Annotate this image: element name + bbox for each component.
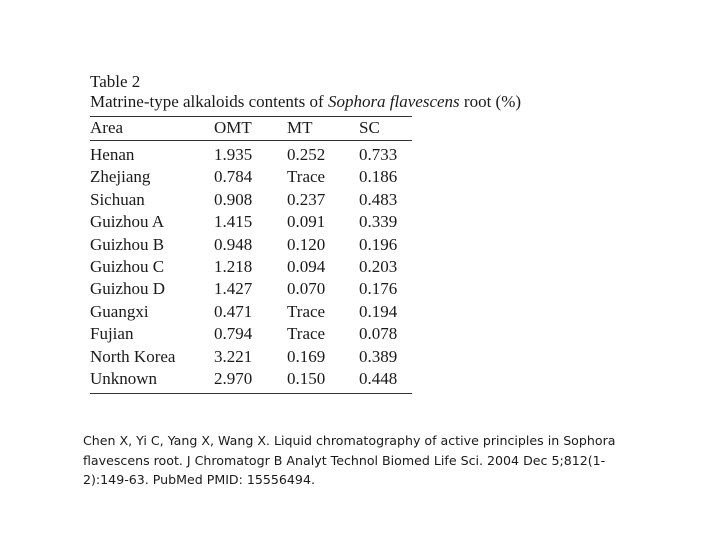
cell-sc: 0.389 — [359, 346, 398, 366]
cell-mt: 0.169 — [287, 346, 326, 366]
cell-area: Guizhou A — [90, 212, 165, 232]
bottom-rule — [90, 393, 412, 394]
cell-area: Fujian — [90, 324, 134, 344]
column-header-omt: OMT — [214, 118, 252, 137]
cell-mt: 0.237 — [287, 189, 326, 209]
table-row — [90, 166, 412, 188]
table-title-suffix: root (%) — [459, 92, 522, 111]
table-row — [90, 211, 412, 233]
cell-sc: 0.733 — [359, 145, 398, 164]
cell-omt: 0.784 — [214, 167, 253, 187]
table-row — [90, 368, 412, 390]
table-body — [90, 141, 412, 393]
table-title — [90, 92, 522, 112]
table-row — [90, 144, 412, 166]
cell-area: North Korea — [90, 346, 176, 366]
cell-mt: 0.150 — [287, 368, 326, 388]
cell-sc: 0.203 — [359, 256, 398, 276]
cell-mt: 0.120 — [287, 234, 326, 254]
table-row — [90, 278, 412, 300]
column-header-mt: MT — [287, 118, 313, 137]
cell-mt: Trace — [287, 301, 326, 321]
cell-area: Guizhou D — [90, 279, 166, 299]
cell-omt: 1.935 — [214, 145, 253, 164]
cell-omt: 0.908 — [214, 189, 253, 209]
citation-text: Chen X, Yi C, Yang X, Wang X. Liquid chromatography of active principles in Sophora flavescens root. J Chromatogr B Analyt Technol Biomed Life Sci. 2004 Dec 5;812(1-2):149-63. PubMed PMID: 15556494. — [83, 433, 616, 487]
cell-area: Zhejiang — [90, 167, 151, 187]
table-row — [90, 189, 412, 211]
cell-sc: 0.448 — [359, 368, 398, 388]
cell-area: Sichuan — [90, 189, 145, 209]
cell-area: Guizhou C — [90, 256, 165, 276]
cell-omt: 0.471 — [214, 301, 253, 321]
table-row — [90, 234, 412, 256]
cell-sc: 0.483 — [359, 189, 398, 209]
table-row — [90, 346, 412, 368]
cell-mt: 0.252 — [287, 145, 326, 164]
cell-sc: 0.186 — [359, 167, 398, 187]
cell-omt: 2.970 — [214, 368, 253, 388]
cell-omt: 1.415 — [214, 212, 253, 232]
cell-area: Guizhou B — [90, 234, 165, 254]
cell-mt: Trace — [287, 167, 326, 187]
cell-area: Unknown — [90, 368, 158, 388]
cell-omt: 0.948 — [214, 234, 253, 254]
table-row — [90, 323, 412, 345]
table-title-prefix: Matrine-type alkaloids contents of — [90, 92, 328, 111]
cell-sc: 0.339 — [359, 212, 398, 232]
table-header-row — [90, 117, 412, 139]
alkaloid-table — [90, 72, 522, 394]
cell-mt: 0.091 — [287, 212, 326, 232]
table-title-species: Sophora flavescens — [327, 92, 460, 111]
cell-omt: 1.218 — [214, 256, 253, 276]
table-row — [90, 256, 412, 278]
cell-omt: 3.221 — [214, 346, 253, 366]
cell-sc: 0.194 — [359, 301, 398, 321]
cell-omt: 1.427 — [214, 279, 253, 299]
cell-omt: 0.794 — [214, 324, 253, 344]
cell-area: Guangxi — [90, 301, 149, 321]
table-number: Table 2 — [90, 72, 141, 91]
cell-sc: 0.078 — [359, 324, 398, 344]
cell-sc: 0.196 — [359, 234, 398, 254]
column-header-area: Area — [90, 118, 124, 137]
cell-sc: 0.176 — [359, 279, 398, 299]
cell-mt: 0.094 — [287, 256, 326, 276]
column-header-sc: SC — [359, 118, 380, 137]
cell-mt: Trace — [287, 324, 326, 344]
cell-mt: 0.070 — [287, 279, 326, 299]
cell-area: Henan — [90, 145, 135, 164]
table-row — [90, 301, 412, 323]
